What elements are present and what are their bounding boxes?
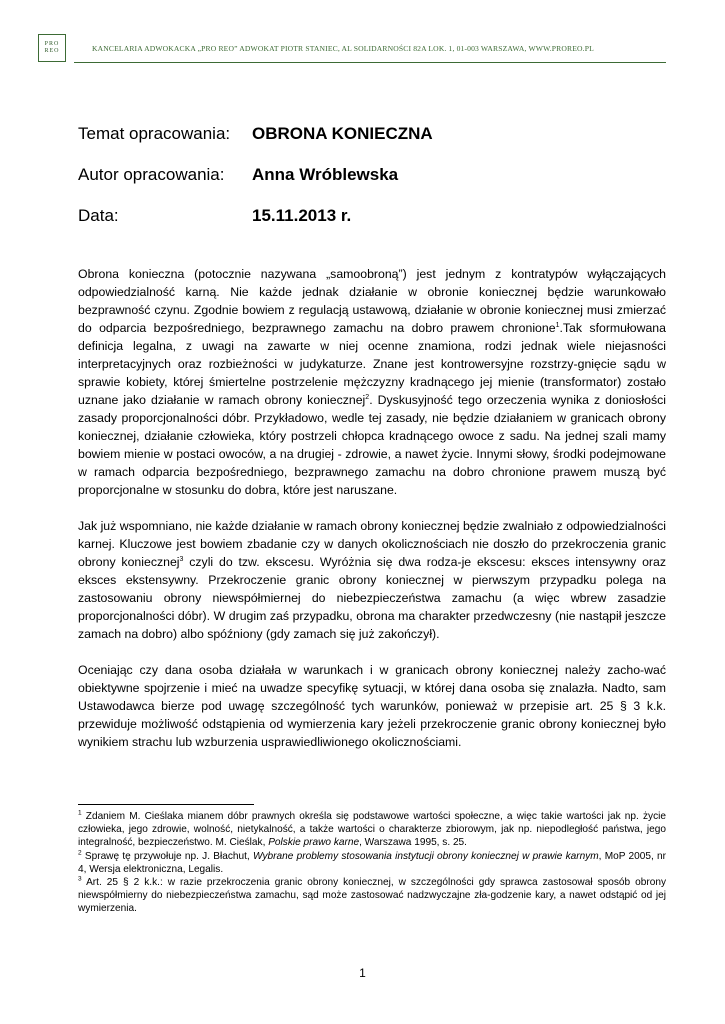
author-label: Autor opracowania: [78, 165, 225, 184]
footnote-1-title: Polskie prawo karne [268, 837, 360, 849]
page-number: 1 [359, 966, 366, 980]
footnotes [78, 810, 666, 916]
document-body [78, 265, 666, 769]
footnote-3-text: Art. 25 § 2 k.k.: w razie przekroczenia granic obrony koniecznej, w szczególności gdy sprawca zastosował sposób obrony niewspółmierny do niebezpieczeństwa zamachu, sąd może zastosować nadzwyczajne zła-godzenie kary, a nawet odstąpić od jej wymierzenia. [78, 877, 666, 915]
footnote-2 [78, 850, 666, 876]
footnote-2-title: Wybrane problemy stosowania instytucji obrony koniecznej w prawie karnym [252, 850, 599, 862]
footnote-3-number: 3 [78, 875, 82, 883]
footnote-1-part-b: , Warszawa 1995, s. 25. [359, 837, 467, 849]
paragraph-1-part-c: . Dyskusyjność tego orzeczenia wynika z doniosłości zasady proporcjonalności dóbr. Przykładowo, wedle tej zasady, nie będzie działaniem w granicach obrony koniecznej, działanie człowieka, który postrzeli chłopca kradnącego owoce z sadu. Na jednej szali mamy bowiem mienie w postaci owoców, a na drugiej - zdrowie, a nawet życie. Innymi słowy, środki podejmowane w ramach odparcia bezpośredniego, bezprawnego zamachu na dobro chronione prawem muszą być proporcjonalne w stosunku do dobra, które jest naruszane. [78, 393, 666, 497]
date-value: 15.11.2013 r. [252, 206, 352, 225]
pro-reo-logo [38, 34, 66, 62]
letterhead-divider [74, 62, 666, 63]
letterhead-text: KANCELARIA ADWOKACKA „PRO REO” ADWOKAT PIOTR STANIEC, AL SOLIDARNOŚCI 82A LOK. 1, 01-003 WARSZAWA, WWW.PROREO.PL [92, 44, 594, 53]
footnote-separator [78, 804, 254, 805]
footnote-3 [78, 876, 666, 916]
topic-label: Temat opracowania: [78, 124, 231, 143]
footnote-2-part-a: Sprawę tę przywołuje np. J. Błachut, [81, 850, 253, 862]
paragraph-2-part-a: Jak już wspomniano, nie każde działanie w ramach obrony koniecznej będzie zwalniało z odpowiedzialności karnej. Kluczowe jest bowiem zbadanie czy w danych okolicznościach nie doszło do przekroczenia granic obrony koniecznej [78, 519, 666, 569]
paragraph-2 [78, 517, 666, 643]
logo-line-2: REO [44, 48, 60, 54]
paragraph-1-part-b: .Tak sformułowana definicja legalna, z uwagi na zawarte w niej ocenne znamiona, rodzi jednak wiele niejasności interpretacyjnych oraz rozbieżności w judykaturze. Znane jest kontrowersyjne rozstrzy-gnięcie sądu w sprawie kobiety, której śmiertelne postrzelenie mężczyzny kradnącego jej mienie (transformator) zostało uznane jako działanie w ramach obrony koniecznej [78, 321, 666, 407]
paragraph-3: Oceniając czy dana osoba działała w warunkach i w granicach obrony koniecznej należy zacho-wać obiektywne spojrzenie i mieć na uwadze specyfikę sytuacji, w której dana osoba się znalazła. Nadto, sam Ustawodawca bierze pod uwagę szczególność tych warunków, ponieważ w przepisie art. 25 § 3 k.k. przewiduje możliwość odstąpienia od wymierzenia kary jeżeli przekroczenie granic obrony koniecznej było wynikiem strachu lub wzburzenia usprawiedliwionego okolicznościami. [78, 663, 666, 749]
author-value: Anna Wróblewska [252, 165, 399, 184]
footnote-ref-1[interactable]: 1 [555, 321, 560, 329]
footnote-ref-2[interactable]: 2 [365, 393, 370, 401]
paragraph-1 [78, 265, 666, 499]
footnote-2-number: 2 [78, 849, 82, 857]
footnote-1-part-a: Zdaniem M. Cieślaka mianem dóbr prawnych określa się podstawowe wartości społeczne, a więc takie wartości jak np. życie człowieka, jego zdrowie, wolność, nietykalność, a także wartości o charakterze zbiorowym, jak np. niepodległość państwa, jego integralność, bezpieczeństwo. M. Cieślak, [78, 811, 666, 849]
topic-value: OBRONA KONIECZNA [252, 124, 433, 143]
paragraph-1-part-a: Obrona konieczna (potocznie nazywana „samoobroną”) jest jednym z kontratypów wyłączających odpowiedzialność karną. Nie każde jednak działanie w obronie koniecznej będzie warunkowało bezprawność czynu. Zgodnie bowiem z regulacją ustawową, działanie w obronie koniecznej musi zmierzać do odparcia bezpośredniego, bezprawnego zamachu na dobro prawem chronione [78, 267, 666, 335]
footnote-1-number: 1 [78, 809, 82, 817]
logo-line-1: PRO [44, 41, 60, 47]
paragraph-2-part-b: czyli do tzw. ekscesu. Wyróżnia się dwa rodza-je ekscesu: eksces intensywny oraz eksces ekstensywny. Przekroczenie granic obrony koniecznej w pierwszym przypadku polega na zastosowaniu obrony niewspółmiernej do niebezpieczeństwa zamachu (a więc wbrew zasadzie proporcjonalności dóbr). W drugim zaś przypadku, obrona ma charakter przedwczesny (nie nastąpił jeszcze zamach na dobro) albo spóźniony (gdy zamach się już zakończył). [78, 555, 666, 641]
footnote-1 [78, 810, 666, 850]
date-label: Data: [78, 206, 119, 225]
letterhead [38, 34, 666, 64]
footnote-2-part-b: , MoP 2005, nr 4, Wersja elektroniczna, Legalis. [78, 850, 666, 875]
footnote-ref-3[interactable]: 3 [179, 555, 184, 563]
